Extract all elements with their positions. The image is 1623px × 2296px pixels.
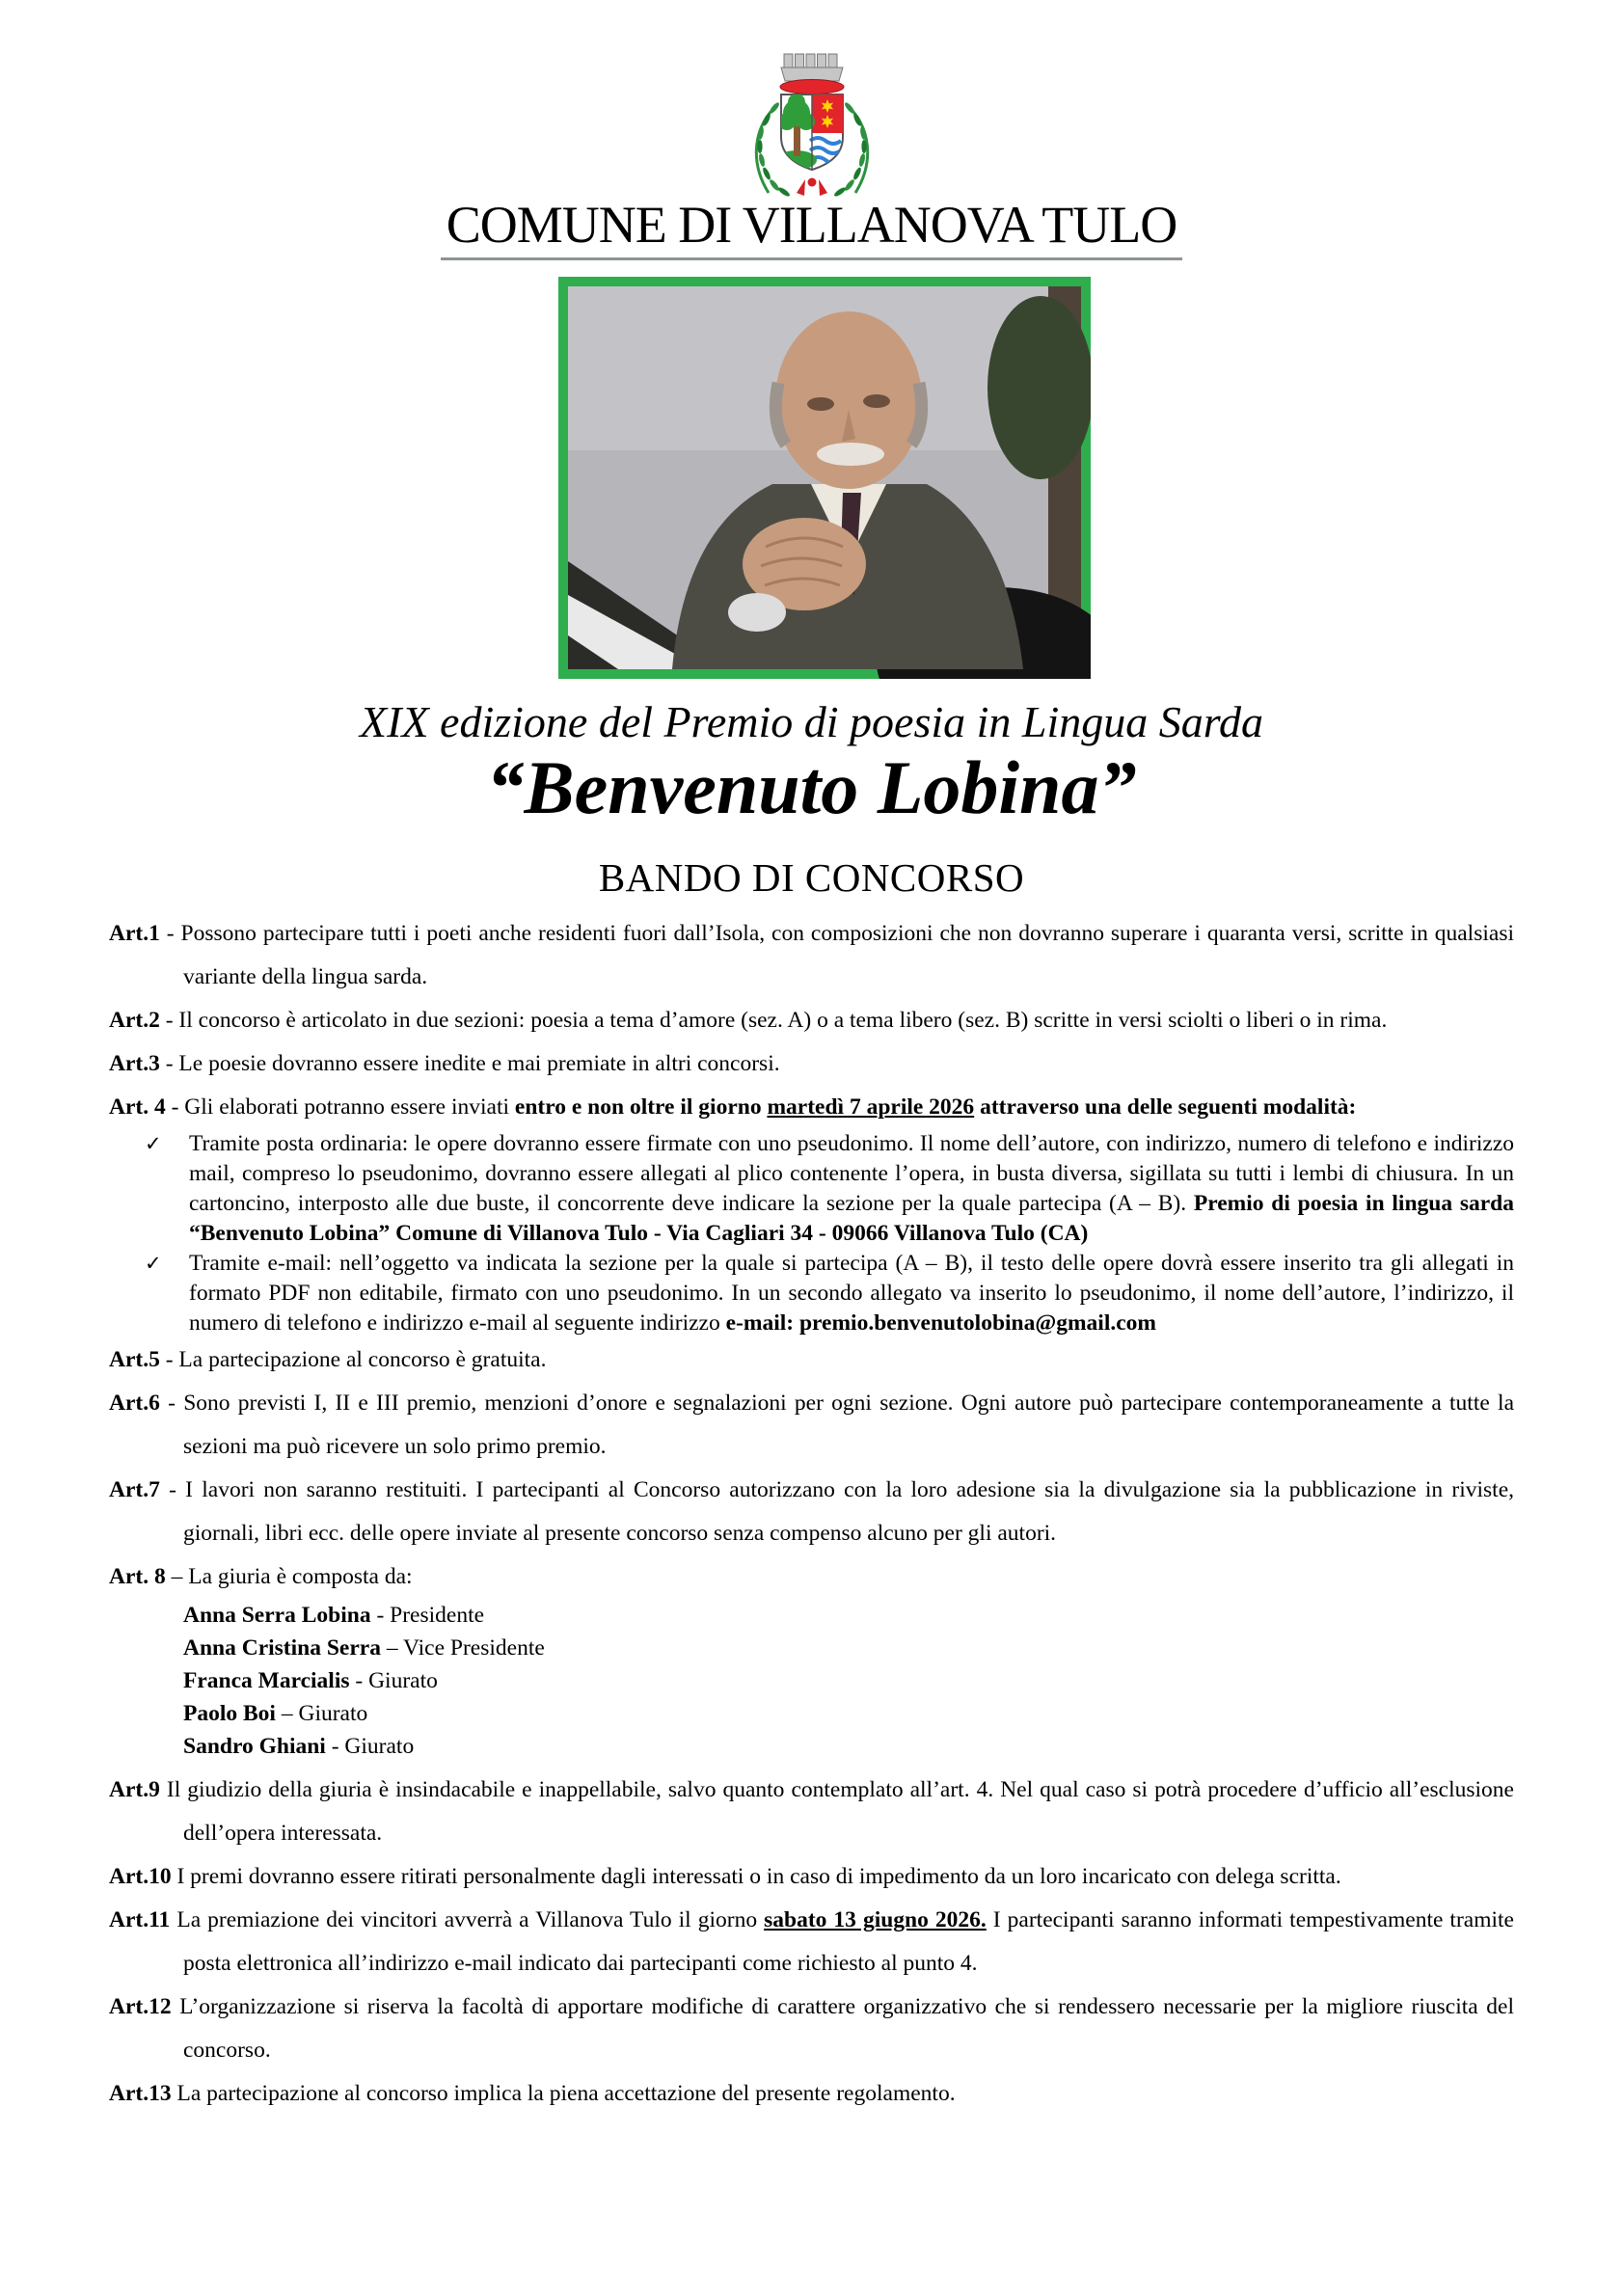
text-run: Art.2 [109, 1008, 160, 1033]
article-art-5 [109, 1338, 1514, 1382]
edition-line: XIX edizione del Premio di poesia in Lingua Sarda [360, 697, 1263, 746]
text-run: L’organizzazione si riserva la facoltà di apportare modifiche di carattere organizzativo che si rendessero necessarie per la migliore riuscita del concorso. [171, 1994, 1514, 2063]
bullet-email [109, 1249, 1514, 1338]
text-run: - Presidente [370, 1603, 485, 1628]
text-run: martedì 7 aprile 2026 [767, 1094, 975, 1120]
text-run: Art.7 [109, 1477, 160, 1502]
text-run: Paolo Boi [183, 1701, 276, 1726]
text-run: Anna Serra Lobina [183, 1603, 371, 1628]
text-run: entro e non oltre il giorno [514, 1094, 768, 1120]
jury-giurato-2 [109, 1697, 1514, 1730]
text-run: - Possono partecipare tutti i poeti anche residenti fuori dall’Isola, con composizioni che non dovranno superare i quaranta versi, scritte in qualsiasi variante della lingua sarda. [159, 921, 1514, 989]
coat-of-arms [0, 48, 1623, 198]
text-run: - Le poesie dovranno essere inedite e mai premiate in altri concorsi. [159, 1051, 780, 1076]
text-run: La premiazione dei vincitori avverrà a Villanova Tulo il giorno [170, 1907, 765, 1932]
text-run: Tramite posta ordinaria: le opere dovranno essere firmate con uno pseudonimo. Il nome dell’autore, con indirizzo, numero di telefono e indirizzo mail, compreso lo pseudonimo, dovranno essere allegati al plico contenente l’opera, in busta diversa, sigillata su tutti i lembi di chiusura. In un cartoncino, interposto alle due buste, il concorrente deve indicare la sezione per la quale partecipa (A – B). [189, 1131, 1514, 1216]
article-art-3 [109, 1042, 1514, 1086]
text-run: – Vice Presidente [380, 1635, 545, 1661]
checkmark-icon: ✓ [145, 1252, 162, 1275]
text-run: e-mail: premio.benvenutolobina@gmail.com [725, 1310, 1156, 1336]
text-run: attraverso una delle seguenti modalità: [974, 1094, 1357, 1120]
text-run: – La giuria è composta da: [165, 1564, 413, 1589]
article-art-2 [109, 999, 1514, 1042]
regulation-body [109, 912, 1514, 2116]
text-run: sabato 13 giugno 2026. [764, 1907, 987, 1932]
text-run: Art.3 [109, 1051, 160, 1076]
article-art-4 [109, 1086, 1514, 1129]
benvenuto-lobina-photo [558, 277, 1091, 679]
shield [776, 94, 843, 170]
text-run: - Giurato [349, 1668, 438, 1693]
bullet-posta-ordinaria [109, 1129, 1514, 1249]
text-run: Premio di poesia in lingua sarda “Benvenuto Lobina” Comune di Villanova Tulo - Via Cagliari 34 - 09066 Villanova Tulo (CA) [189, 1191, 1514, 1246]
article-art-6 [109, 1382, 1514, 1469]
article-art-11 [109, 1899, 1514, 1985]
mural-crown [780, 54, 844, 95]
article-art-7 [109, 1469, 1514, 1555]
text-run: - La partecipazione al concorso è gratuita. [159, 1347, 547, 1372]
text-run: Il giudizio della giuria è insindacabile e inappellabile, salvo quanto contemplato all’art. 4. Nel qual caso si potrà procedere d’ufficio all’esclusione dell’opera interessata. [159, 1777, 1514, 1846]
text-run: Tramite e-mail: nell’oggetto va indicata la sezione per la quale si partecipa (A – B), il testo delle opere dovrà essere inserito tra gli allegati in formato PDF non editabile, firmato con uno pseudonimo. In un secondo allegato va inserito lo pseudonimo, il nome dell’autore, l’indirizzo, il numero di telefono e indirizzo e-mail al seguente indirizzo [189, 1251, 1514, 1336]
text-run: Art.6 [109, 1391, 160, 1416]
text-run: Art.13 [109, 2081, 172, 2106]
text-run: Art. 8 [109, 1564, 166, 1589]
text-run: – Giurato [275, 1701, 368, 1726]
text-run: Art.5 [109, 1347, 160, 1372]
article-art-1 [109, 912, 1514, 999]
ribbon [797, 178, 827, 197]
jury-vice-presidente [109, 1632, 1514, 1664]
text-run: Art.11 [109, 1907, 171, 1932]
jury-giurato-1 [109, 1664, 1514, 1697]
text-run: Art. 4 [109, 1094, 166, 1120]
text-run: - Gli elaborati potranno essere inviati [165, 1094, 515, 1120]
text-run: Art.1 [109, 921, 160, 946]
article-art-10 [109, 1855, 1514, 1899]
article-art-9 [109, 1769, 1514, 1855]
portrait-graphic [558, 277, 1091, 679]
text-run: - Il concorso è articolato in due sezioni: poesia a tema d’amore (sez. A) o a tema libero (sez. B) scritte in versi sciolti o liberi o in rima. [159, 1008, 1388, 1033]
jury-giurato-3 [109, 1730, 1514, 1763]
text-run: I premi dovranno essere ritirati personalmente dagli interessati o in caso di impedimento da un loro incaricato con delega scritta. [171, 1864, 1341, 1889]
article-art-8 [109, 1555, 1514, 1599]
text-run: I partecipanti saranno informati tempestivamente tramite posta elettronica all’indirizzo e-mail indicato dai partecipanti come richiesto al punto 4. [183, 1907, 1514, 1976]
text-run: Anna Cristina Serra [183, 1635, 381, 1661]
checkmark-icon: ✓ [145, 1132, 162, 1155]
text-run: Franca Marcialis [183, 1668, 350, 1693]
text-run: Art.10 [109, 1864, 172, 1889]
article-art-12 [109, 1985, 1514, 2072]
municipality-title [0, 195, 1623, 255]
prize-name: “Benvenuto Lobina” [486, 745, 1137, 829]
text-run: Art.9 [109, 1777, 160, 1802]
municipality-title-text: COMUNE DI VILLANOVA TULO [441, 196, 1183, 260]
jury-presidente [109, 1599, 1514, 1632]
text-run: - I lavori non saranno restituiti. I partecipanti al Concorso autorizzano con la loro adesione sia la divulgazione sia la pubblicazione in riviste, giornali, libri ecc. delle opere inviate al presente concorso senza compenso alcuno per gli autori. [159, 1477, 1514, 1546]
text-run: Art.12 [109, 1994, 172, 2019]
text-run: Sandro Ghiani [183, 1734, 326, 1759]
text-run: - Giurato [325, 1734, 415, 1759]
subtitle-bando: BANDO DI CONCORSO [598, 855, 1025, 900]
coat-of-arms-graphic [730, 48, 894, 198]
article-art-13 [109, 2072, 1514, 2116]
text-run: La partecipazione al concorso implica la piena accettazione del presente regolamento. [171, 2081, 956, 2106]
text-run: - Sono previsti I, II e III premio, menzioni d’onore e segnalazioni per ogni sezione. Ogni autore può partecipare contemporaneamente a tutte la sezioni ma può ricevere un solo primo premio. [159, 1391, 1514, 1459]
